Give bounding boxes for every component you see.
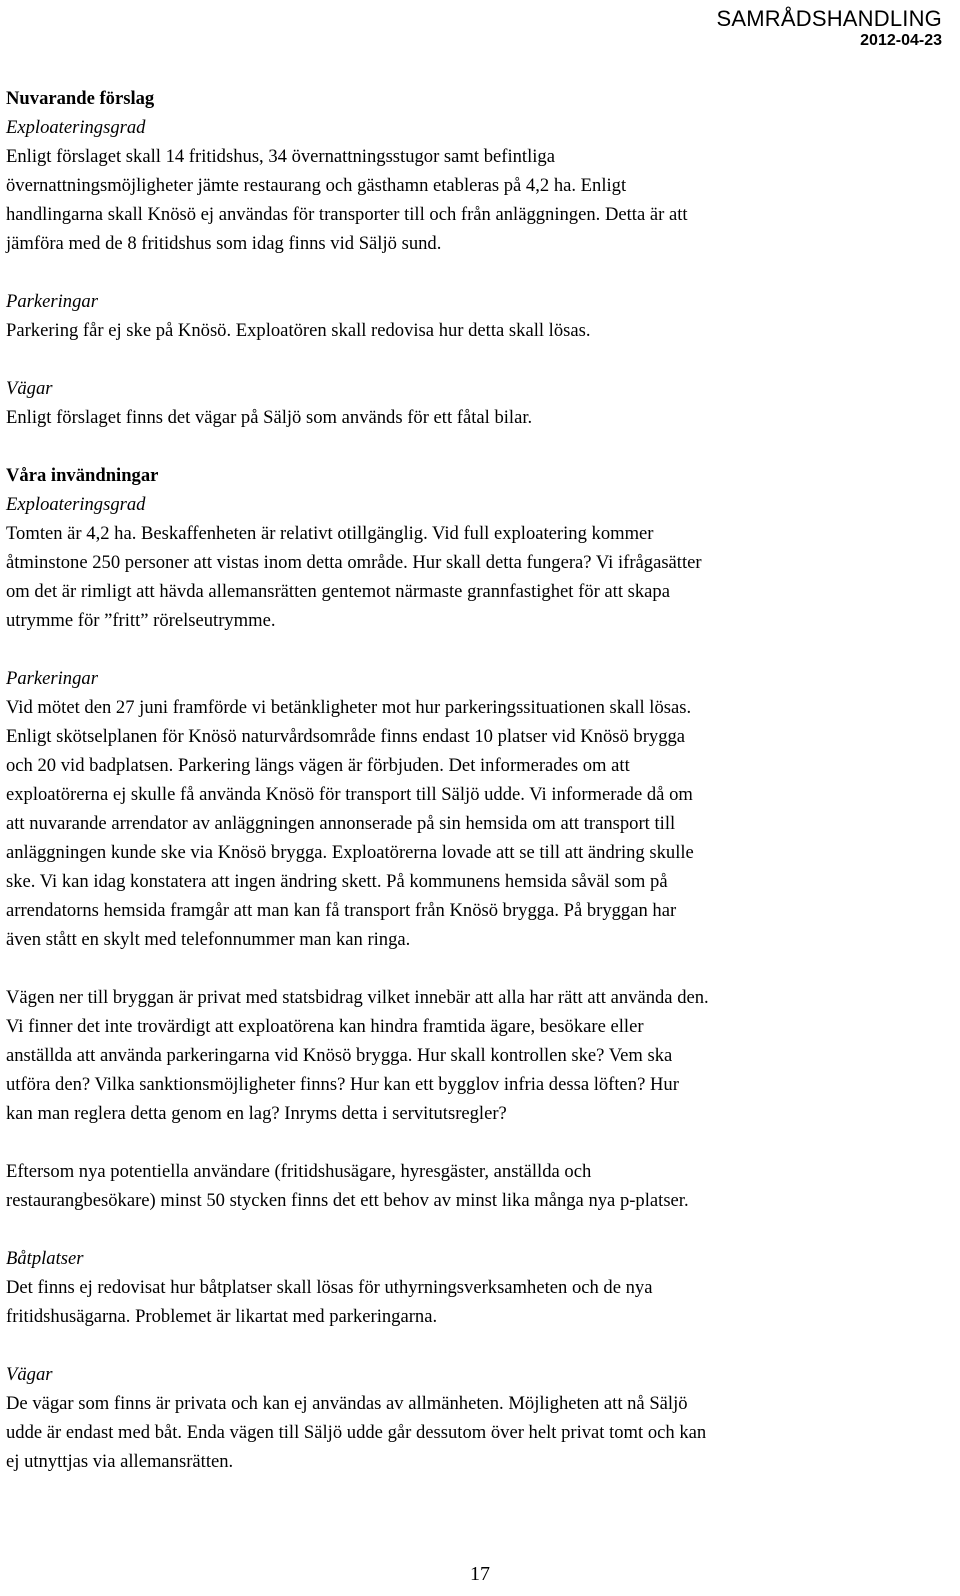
body-line: Vid mötet den 27 juni framförde vi betänkligheter mot hur parkeringssituationen skall lösas. <box>6 697 692 718</box>
heading-current-proposal: Nuvarande förslag <box>6 88 155 109</box>
body-line: övernattningsmöjligheter jämte restaurang och gästhamn etableras på 4,2 ha. Enligt <box>6 175 627 196</box>
body-line: arrendatorns hemsida framgår att man kan få transport från Knösö brygga. På bryggan har <box>6 900 677 921</box>
subheading-roads: Vägar <box>6 378 53 399</box>
subheading-roads: Vägar <box>6 1364 53 1385</box>
body-line: kan man reglera detta genom en lag? Inryms detta i servitutsregler? <box>6 1103 507 1124</box>
body-line: och 20 vid badplatsen. Parkering längs vägen är förbjuden. Det informerades om att <box>6 755 630 776</box>
body-line: fritidshusägarna. Problemet är likartat med parkeringarna. <box>6 1306 438 1327</box>
body-line: ej utnyttjas via allemansrätten. <box>6 1451 234 1472</box>
page-number: 17 <box>470 1563 490 1585</box>
body-line: De vägar som finns är privata och kan ej användas av allmänheten. Möjligheten att nå Säljö <box>6 1393 688 1414</box>
body-line: åtminstone 250 personer att vistas inom detta område. Hur skall detta fungera? Vi ifrågasätter <box>6 552 702 573</box>
body-line: Enligt skötselplanen för Knösö naturvårdsområde finns endast 10 platser vid Knösö brygga <box>6 726 686 747</box>
body-line: om det är rimligt att hävda allemansrätten gentemot närmaste grannfastighet för att skapa <box>6 581 670 602</box>
body-line: utföra den? Vilka sanktionsmöjligheter finns? Hur kan ett bygglov infria dessa löften? Hur <box>6 1074 679 1095</box>
body-line: Parkering får ej ske på Knösö. Exploatören skall redovisa hur detta skall lösas. <box>6 320 591 341</box>
document-header <box>717 6 942 50</box>
header-date: 2012-04-23 <box>860 32 942 49</box>
subheading-parking: Parkeringar <box>6 668 98 689</box>
document-body <box>6 84 954 1476</box>
header-org: SAMRÅDSHANDLING <box>716 6 942 31</box>
body-line: anställda att använda parkeringarna vid Knösö brygga. Hur skall kontrollen ske? Vem ska <box>6 1045 673 1066</box>
subheading-exploitation: Exploateringsgrad <box>6 117 146 138</box>
body-line: anläggningen kunde ske via Knösö brygga. Exploatörerna lovade att se till att ändring skulle <box>6 842 694 863</box>
body-line: ske. Vi kan idag konstatera att ingen ändring skett. På kommunens hemsida såväl som på <box>6 871 668 892</box>
subheading-exploitation: Exploateringsgrad <box>6 494 146 515</box>
body-line: Enligt förslaget finns det vägar på Säljö som används för ett fåtal bilar. <box>6 407 533 428</box>
body-line: Vägen ner till bryggan är privat med statsbidrag vilket innebär att alla har rätt att använda den. <box>6 987 709 1008</box>
body-line: Det finns ej redovisat hur båtplatser skall lösas för uthyrningsverksamheten och de nya <box>6 1277 653 1298</box>
body-line: jämföra med de 8 fritidshus som idag finns vid Säljö sund. <box>6 233 442 254</box>
body-line: udde är endast med båt. Enda vägen till Säljö udde går dessutom över helt privat tomt och kan <box>6 1422 707 1443</box>
body-line: Tomten är 4,2 ha. Beskaffenheten är relativt otillgänglig. Vid full exploatering kommer <box>6 523 654 544</box>
subheading-boat-places: Båtplatser <box>6 1248 84 1269</box>
body-line: Enligt förslaget skall 14 fritidshus, 34 övernattningsstugor samt befintliga <box>6 146 555 167</box>
body-line: även stått en skylt med telefonnummer man kan ringa. <box>6 929 411 950</box>
body-line: utrymme för ”fritt” rörelseutrymme. <box>6 610 276 631</box>
heading-objections: Våra invändningar <box>6 465 159 486</box>
body-line: Vi finner det inte trovärdigt att exploatörena kan hindra framtida ägare, besökare eller <box>6 1016 644 1037</box>
body-line: Eftersom nya potentiella användare (fritidshusägare, hyresgäster, anställda och <box>6 1161 592 1182</box>
subheading-parking: Parkeringar <box>6 291 98 312</box>
body-line: exploatörerna ej skulle få använda Knösö för transport till Säljö udde. Vi informerade då om <box>6 784 693 805</box>
body-line: restaurangbesökare) minst 50 stycken finns det ett behov av minst lika många nya p-platser. <box>6 1190 689 1211</box>
body-line: handlingarna skall Knösö ej användas för transporter till och från anläggningen. Detta är att <box>6 204 688 225</box>
body-line: att nuvarande arrendator av anläggningen annonserade på sin hemsida om att transport till <box>6 813 676 834</box>
